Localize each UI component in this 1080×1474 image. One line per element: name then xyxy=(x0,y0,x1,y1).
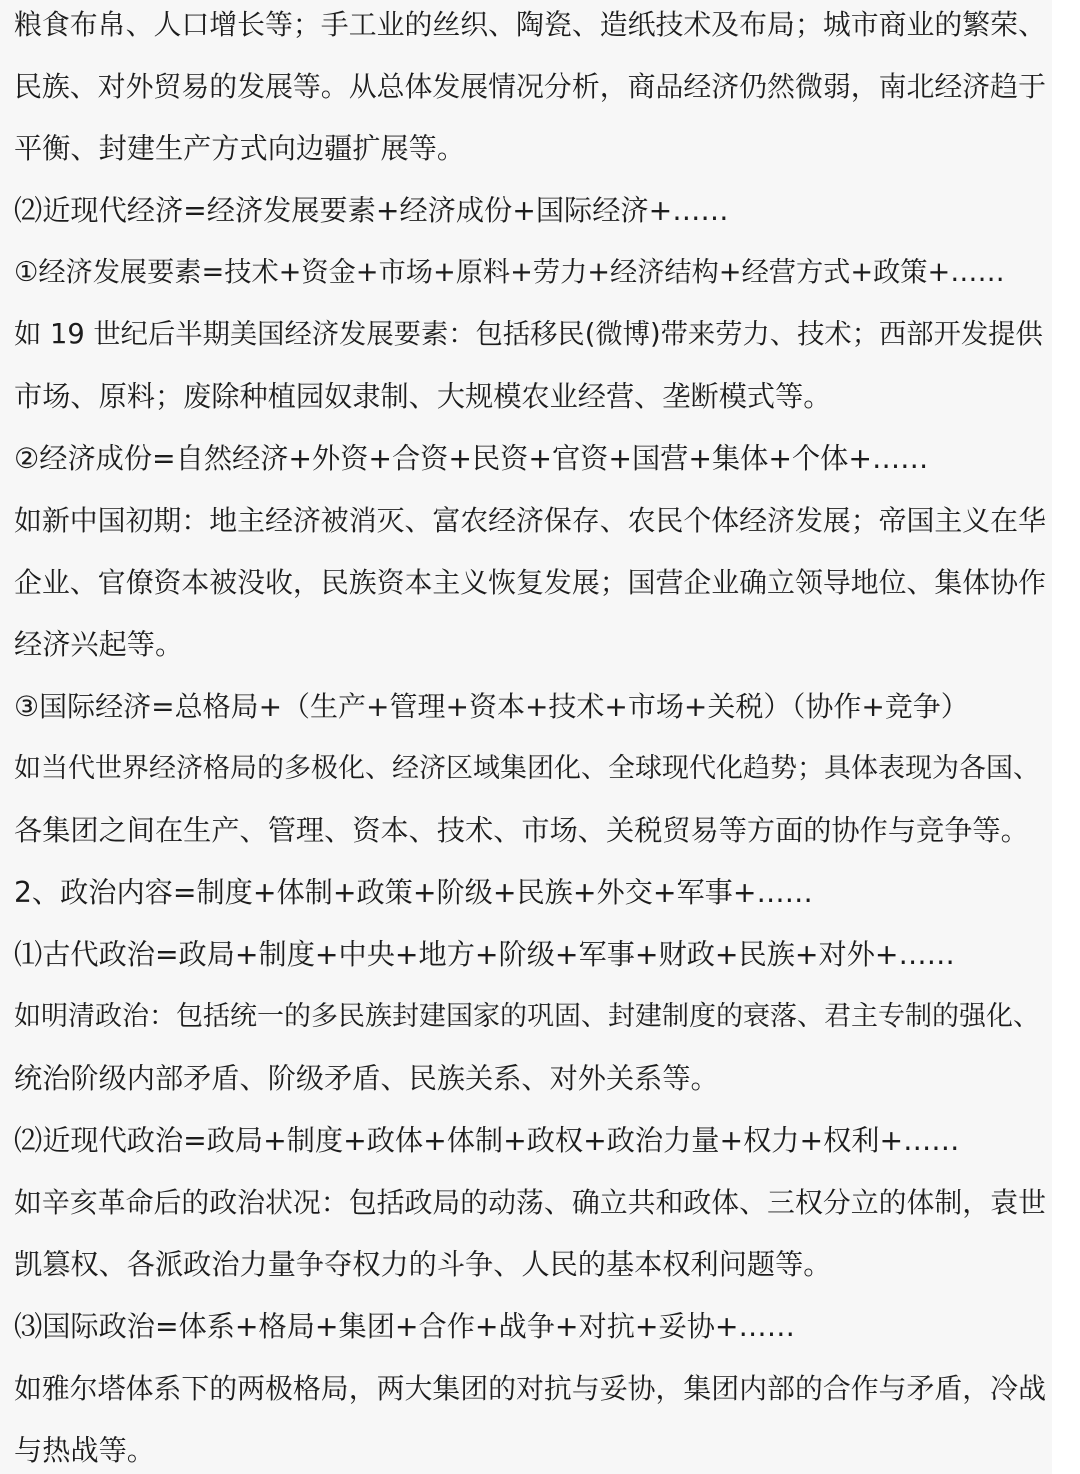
formula-line: ③国际经济=总格局+（生产+管理+资本+技术+市场+关税）（协作+竞争） xyxy=(14,690,969,723)
section-heading: ⑶国际政治=体系+格局+集团+合作+战争+对抗+妥协+…… xyxy=(14,1310,795,1343)
text-line: 与热战等。 xyxy=(14,1434,155,1467)
section-heading: 2、政治内容=制度+体制+政策+阶级+民族+外交+军事+…… xyxy=(14,876,813,909)
text-line: 如 19 世纪后半期美国经济发展要素：包括移民(微博)带来劳力、技术；西部开发提供 xyxy=(14,319,1043,350)
text-line: 市场、原料；废除种植园奴隶制、大规模农业经营、垄断模式等。 xyxy=(14,380,832,413)
text-line: 凯篡权、各派政治力量争夺权力的斗争、人民的基本权利问题等。 xyxy=(14,1248,832,1281)
text-line: 各集团之间在生产、管理、资本、技术、市场、关税贸易等方面的协作与竞争等。 xyxy=(14,814,1029,847)
text-line: 如明清政治：包括统一的多民族封建国家的巩固、封建制度的衰落、君主专制的强化、 xyxy=(14,1001,1040,1032)
text-line: 经济兴起等。 xyxy=(14,628,184,661)
section-heading: ⑴古代政治=政局+制度+中央+地方+阶级+军事+财政+民族+对外+…… xyxy=(14,938,955,971)
text-line: 民族、对外贸易的发展等。从总体发展情况分析，商品经济仍然微弱，南北经济趋于 xyxy=(14,70,1046,103)
text-line: 如雅尔塔体系下的两极格局，两大集团的对抗与妥协，集团内部的合作与矛盾，冷战 xyxy=(14,1372,1046,1405)
text-line: 粮食布帛、人口增长等；手工业的丝织、陶瓷、造纸技术及布局；城市商业的繁荣、 xyxy=(14,8,1046,41)
text-line: 平衡、封建生产方式向边疆扩展等。 xyxy=(14,132,466,165)
text-line: 如辛亥革命后的政治状况：包括政局的动荡、确立共和政体、三权分立的体制，袁世 xyxy=(14,1186,1046,1219)
section-heading: ⑵近现代经济=经济发展要素+经济成份+国际经济+…… xyxy=(14,194,729,227)
text-line: 如当代世界经济格局的多极化、经济区域集团化、全球现代化趋势；具体表现为各国、 xyxy=(14,753,1040,784)
text-line: 统治阶级内部矛盾、阶级矛盾、民族关系、对外关系等。 xyxy=(14,1062,719,1095)
formula-line: ①经济发展要素=技术+资金+市场+原料+劳力+经济结构+经营方式+政策+…… xyxy=(14,257,1005,288)
formula-line: ②经济成份=自然经济+外资+合资+民资+官资+国营+集体+个体+…… xyxy=(14,442,929,475)
section-heading: ⑵近现代政治=政局+制度+政体+体制+政权+政治力量+权力+权利+…… xyxy=(14,1124,960,1157)
text-line: 如新中国初期：地主经济被消灭、富农经济保存、农民个体经济发展；帝国主义在华 xyxy=(14,504,1046,537)
text-line: 企业、官僚资本被没收，民族资本主义恢复发展；国营企业确立领导地位、集体协作 xyxy=(14,566,1046,599)
